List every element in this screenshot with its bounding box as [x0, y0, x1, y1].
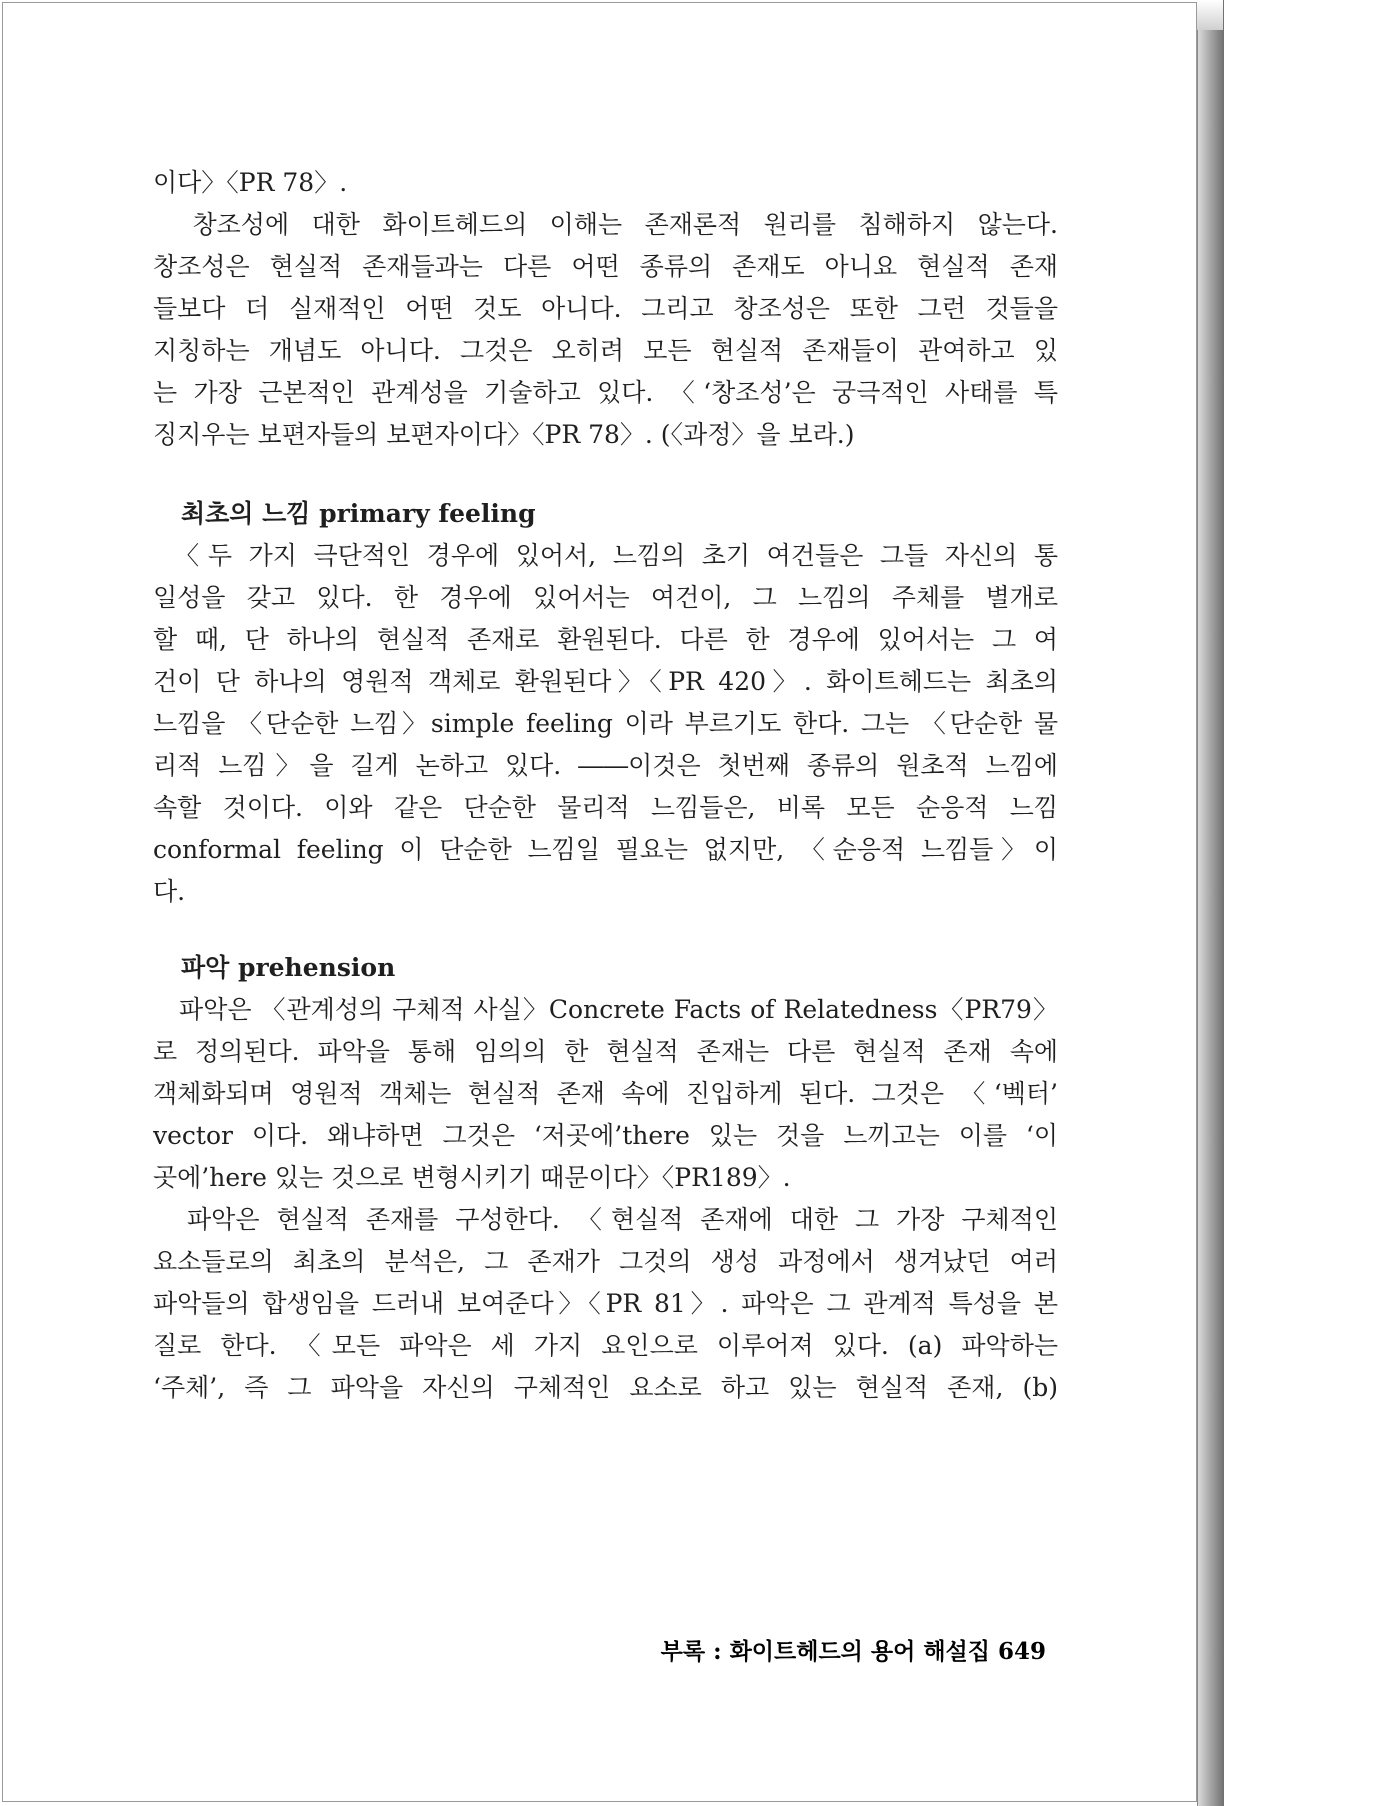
text-line: 다.: [153, 877, 186, 906]
book-page: [2, 2, 1197, 1802]
text-line: vector 이다. 왜냐하면 그것은 ‘저곳에’there 있는 것을 느끼고는 이를 ‘이: [153, 1121, 1058, 1150]
text-line: 할 때, 단 하나의 현실적 존재로 환원된다. 다른 한 경우에 있어서는 그 여: [153, 625, 1058, 654]
page-stack-corner: [1197, 0, 1223, 30]
text-line: 지칭하는 개념도 아니다. 그것은 오히려 모든 현실적 존재들이 관여하고 있: [153, 336, 1058, 365]
text-line: 느낌을 〈단순한 느낌〉simple feeling 이라 부르기도 한다. 그는 〈단순한 물: [153, 709, 1058, 738]
text-line: 들보다 더 실재적인 어떤 것도 아니다. 그리고 창조성은 또한 그런 것들을: [153, 294, 1058, 323]
section-heading: 파악 prehension: [181, 953, 396, 982]
text-line: 파악은 현실적 존재를 구성한다. 〈현실적 존재에 대한 그 가장 구체적인: [153, 1205, 1058, 1234]
text-line: 요소들로의 최초의 분석은, 그 존재가 그것의 생성 과정에서 생겨났던 여러: [153, 1247, 1058, 1276]
text-line: 파악은 〈관계성의 구체적 사실〉Concrete Facts of Relatedness〈PR79〉: [153, 995, 1058, 1024]
text-line: 〈두 가지 극단적인 경우에 있어서, 느낌의 초기 여건들은 그들 자신의 통: [153, 541, 1058, 570]
text-line: 건이 단 하나의 영원적 객체로 환원된다〉〈PR 420〉. 화이트헤드는 최초의: [153, 667, 1058, 696]
text-line: 징지우는 보편자들의 보편자이다〉〈PR 78〉. (〈과정〉을 보라.): [153, 420, 855, 449]
text-line: 창조성에 대한 화이트헤드의 이해는 존재론적 원리를 침해하지 않는다.: [153, 210, 1058, 239]
page-stack-edge: [1197, 0, 1224, 1806]
text-line: 곳에’here 있는 것으로 변형시키기 때문이다〉〈PR189〉.: [153, 1163, 791, 1192]
section-heading: 최초의 느낌 primary feeling: [181, 499, 536, 528]
page-footer: 부록 : 화이트헤드의 용어 해설집 649: [660, 1638, 1046, 1665]
text-line: 이다〉〈PR 78〉.: [153, 168, 348, 197]
text-line: ‘주체’, 즉 그 파악을 자신의 구체적인 요소로 하고 있는 현실적 존재, (b): [153, 1373, 1058, 1402]
text-line: 객체화되며 영원적 객체는 현실적 존재 속에 진입하게 된다. 그것은 〈‘벡터’: [153, 1079, 1058, 1108]
text-line: 속할 것이다. 이와 같은 단순한 물리적 느낌들은, 비록 모든 순응적 느낌: [153, 793, 1058, 822]
text-line: 창조성은 현실적 존재들과는 다른 어떤 종류의 존재도 아니요 현실적 존재: [153, 252, 1058, 281]
text-line: 리적 느낌〉을 길게 논하고 있다. ――이것은 첫번째 종류의 원초적 느낌에: [153, 751, 1058, 780]
text-line: conformal feeling 이 단순한 느낌일 필요는 없지만, 〈순응적 느낌들〉이: [153, 835, 1058, 864]
text-line: 로 정의된다. 파악을 통해 임의의 한 현실적 존재는 다른 현실적 존재 속에: [153, 1037, 1058, 1066]
text-line: 질로 한다. 〈모든 파악은 세 가지 요인으로 이루어져 있다. (a) 파악하는: [153, 1331, 1058, 1360]
text-line: 파악들의 합생임을 드러내 보여준다〉〈PR 81〉. 파악은 그 관계적 특성을 본: [153, 1289, 1058, 1318]
text-line: 일성을 갖고 있다. 한 경우에 있어서는 여건이, 그 느낌의 주체를 별개로: [153, 583, 1058, 612]
text-line: 는 가장 근본적인 관계성을 기술하고 있다. 〈‘창조성’은 궁극적인 사태를 특: [153, 378, 1058, 407]
